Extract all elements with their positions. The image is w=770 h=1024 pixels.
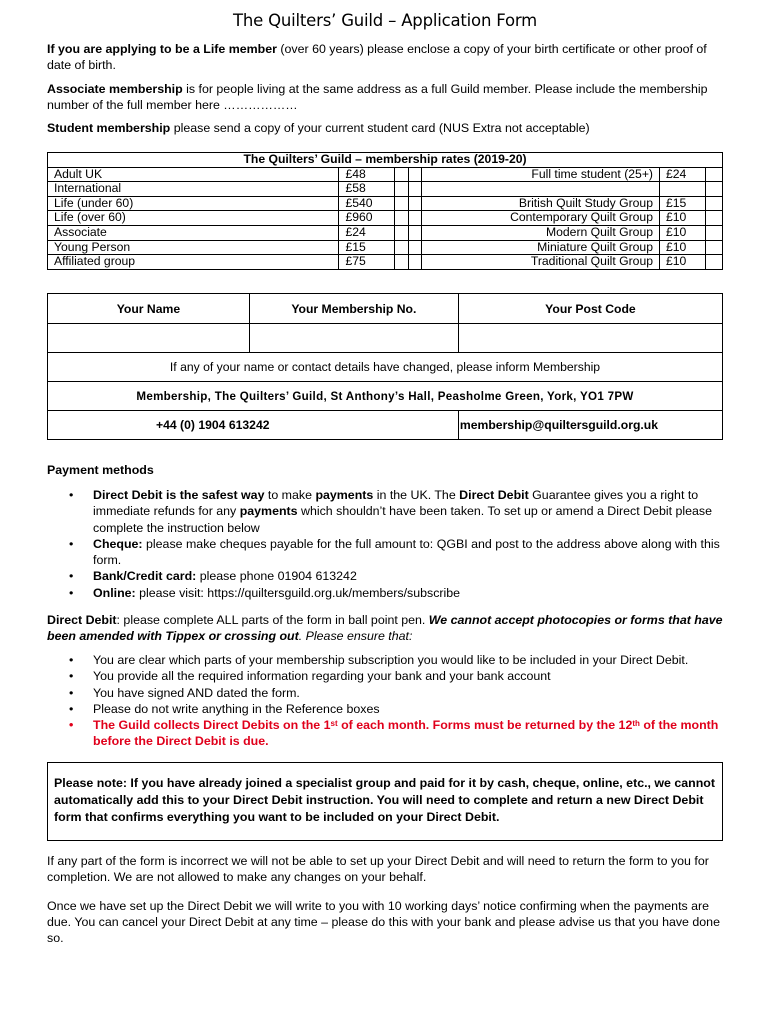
closing-paragraph-1: If any part of the form is incorrect we will not be able to set up your Direct Debit and will need to return the form to you for completion. We are not allowed to make any changes on your behalf. <box>47 854 709 884</box>
associate-text: is for people living at the same address as a full Guild member. Please include the membership number of the full member here ……………… <box>47 82 708 112</box>
rate-price: £15 <box>339 240 395 255</box>
rate-price: £10 <box>660 240 706 255</box>
dd-bold-1: Direct Debit is the safest way <box>93 488 265 502</box>
dd-lead-italic: . Please ensure that: <box>298 629 413 643</box>
rate-name: International <box>48 182 339 197</box>
rate-name: Traditional Quilt Group <box>422 255 660 270</box>
rate-name: Contemporary Quilt Group <box>422 211 660 226</box>
associate-paragraph <box>47 81 723 113</box>
please-note-box: Please note: If you have already joined a specialist group and paid for it by cash, cheque, online, etc., we cannot automatically add this to your Direct Debit instruction. You will need to complete and return a new Direct Debit form that confirms everything you want to be included on your Direct Debit. <box>47 762 723 841</box>
dd-bold-3: Direct Debit <box>459 488 529 502</box>
phone-number: +44 (0) 1904 613242 <box>48 411 459 440</box>
rate-checkbox[interactable] <box>395 167 409 182</box>
rate-price: £58 <box>339 182 395 197</box>
rate-spacer <box>409 240 422 255</box>
rate-name: Adult UK <box>48 167 339 182</box>
rate-name: Life (under 60) <box>48 196 339 211</box>
rate-row <box>48 196 723 211</box>
deadline-text-1: The Guild collects Direct Debits on the 1 <box>93 718 331 733</box>
rate-row <box>48 211 723 226</box>
rate-checkbox[interactable] <box>395 225 409 240</box>
membership-email: membership@quiltersguild.org.uk <box>458 411 722 440</box>
rate-checkbox[interactable] <box>395 240 409 255</box>
student-text: please send a copy of your current student card (NUS Extra not acceptable) <box>170 121 590 135</box>
rate-row <box>48 167 723 182</box>
rate-name: Associate <box>48 225 339 240</box>
rate-spacer <box>409 167 422 182</box>
page-title: The Quilters’ Guild – Application Form <box>232 11 538 30</box>
rate-price: £24 <box>339 225 395 240</box>
rate-row <box>48 240 723 255</box>
direct-debit-instructions <box>47 612 723 644</box>
post-code-header: Your Post Code <box>458 294 722 324</box>
card-bold: Bank/Credit card: <box>93 569 197 584</box>
rate-checkbox[interactable] <box>395 182 409 197</box>
rate-checkbox[interactable] <box>705 240 722 255</box>
dd-text-4: which shouldn’t have been taken. To set up or amend a Direct Debit please complete the instruction below <box>93 504 712 535</box>
rate-checkbox[interactable] <box>705 196 722 211</box>
online-text: please visit: https://quiltersguild.org.uk/members/subscribe <box>135 585 461 600</box>
rate-price: £75 <box>339 255 395 270</box>
rate-checkbox[interactable] <box>705 182 722 197</box>
checklist-item: • Please do not write anything in the Reference boxes <box>47 701 723 717</box>
rate-price: £24 <box>660 167 706 182</box>
rate-price: £10 <box>660 255 706 270</box>
deadline-text-3: of the month before the Direct Debit is due. <box>93 718 719 749</box>
rate-name: Young Person <box>48 240 339 255</box>
checklist-item: • You are clear which parts of your membership subscription you would like to be included in your Direct Debit. <box>47 652 723 668</box>
membership-rates-table <box>47 152 723 270</box>
online-bold: Online: <box>93 585 136 600</box>
life-member-text: (over 60 years) please enclose a copy of your birth certificate or other proof of date of birth. <box>47 42 707 72</box>
student-paragraph <box>47 120 723 136</box>
deadline-text-2: of each month. Forms must be returned by the 12 <box>337 718 633 733</box>
dd-lead-text: : please complete ALL parts of the form in ball point pen. <box>116 613 429 627</box>
change-notice: If any of your name or contact details have changed, please inform Membership <box>48 353 723 382</box>
rate-name <box>422 182 660 197</box>
dd-text-2: in the UK. The <box>373 488 460 502</box>
associate-bold: Associate membership <box>47 82 183 96</box>
rate-name: Affiliated group <box>48 255 339 270</box>
direct-debit-checklist <box>47 652 723 750</box>
checklist-item: • You provide all the required information regarding your bank and your bank account <box>47 668 723 684</box>
rate-row <box>48 255 723 270</box>
rate-price: £960 <box>339 211 395 226</box>
rate-price: £540 <box>339 196 395 211</box>
rate-price: £15 <box>660 196 706 211</box>
rate-price: £10 <box>660 211 706 226</box>
dd-text-1: to make <box>264 488 316 502</box>
member-details-table <box>47 293 723 440</box>
dd-lead-bold: Direct Debit <box>47 613 117 627</box>
rate-price: £48 <box>339 167 395 182</box>
rate-spacer <box>409 225 422 240</box>
cheque-bold: Cheque: <box>93 536 143 551</box>
card-text: please phone 01904 613242 <box>196 569 357 584</box>
your-name-header: Your Name <box>48 294 250 324</box>
rate-checkbox[interactable] <box>395 196 409 211</box>
direct-debit-item <box>47 487 723 536</box>
membership-no-header: Your Membership No. <box>249 294 458 324</box>
cheque-item <box>47 536 723 569</box>
closing-paragraph-2: Once we have set up the Direct Debit we will write to you with 10 working days’ notice confirming when the payments are due. You can cancel your Direct Debit at any time – please do this with your bank and please advise us that you have done so. <box>47 899 720 945</box>
deadline-sup-1: st <box>330 719 338 729</box>
rate-name: Modern Quilt Group <box>422 225 660 240</box>
rate-price <box>660 182 706 197</box>
dd-text-3: Guarantee gives you a right to immediate refunds for any <box>93 488 699 519</box>
rate-price: £10 <box>660 225 706 240</box>
rate-checkbox[interactable] <box>705 211 722 226</box>
rate-checkbox[interactable] <box>705 225 722 240</box>
membership-no-field[interactable] <box>249 324 458 353</box>
payment-methods-list <box>47 487 723 601</box>
online-item <box>47 585 723 601</box>
deadline-sup-2: th <box>632 719 640 729</box>
dd-lead-bold-italic: We cannot accept photocopies or forms that have been amended with Tippex or crossing out <box>47 613 723 643</box>
rate-spacer <box>409 211 422 226</box>
membership-address: Membership, The Quilters’ Guild, St Anthony’s Hall, Peasholme Green, York, YO1 7PW <box>48 382 723 411</box>
rate-checkbox[interactable] <box>705 167 722 182</box>
post-code-field[interactable] <box>458 324 722 353</box>
cheque-text: please make cheques payable for the full amount to: QGBI and post to the address above along with this form. <box>93 536 720 568</box>
rate-checkbox[interactable] <box>395 255 409 270</box>
rate-row <box>48 182 723 197</box>
student-bold: Student membership <box>47 121 171 135</box>
checklist-item-deadline <box>47 717 723 750</box>
rates-title: The Quilters’ Guild – membership rates (2019-20) <box>48 153 723 168</box>
dd-bold-4: payments <box>239 504 298 519</box>
rate-name: Miniature Quilt Group <box>422 240 660 255</box>
life-member-paragraph <box>47 41 723 73</box>
rate-spacer <box>409 196 422 211</box>
rate-checkbox[interactable] <box>705 255 722 270</box>
rate-name: British Quilt Study Group <box>422 196 660 211</box>
card-item <box>47 568 723 584</box>
life-member-bold: If you are applying to be a Life member <box>47 42 277 56</box>
rate-spacer <box>409 182 422 197</box>
payment-methods-heading: Payment methods <box>47 463 154 477</box>
rate-checkbox[interactable] <box>395 211 409 226</box>
rate-name: Life (over 60) <box>48 211 339 226</box>
checklist-item: • You have signed AND dated the form. <box>47 685 723 701</box>
rate-name: Full time student (25+) <box>422 167 660 182</box>
dd-bold-2: payments <box>315 488 374 502</box>
your-name-field[interactable] <box>48 324 250 353</box>
rate-row <box>48 225 723 240</box>
rate-spacer <box>409 255 422 270</box>
